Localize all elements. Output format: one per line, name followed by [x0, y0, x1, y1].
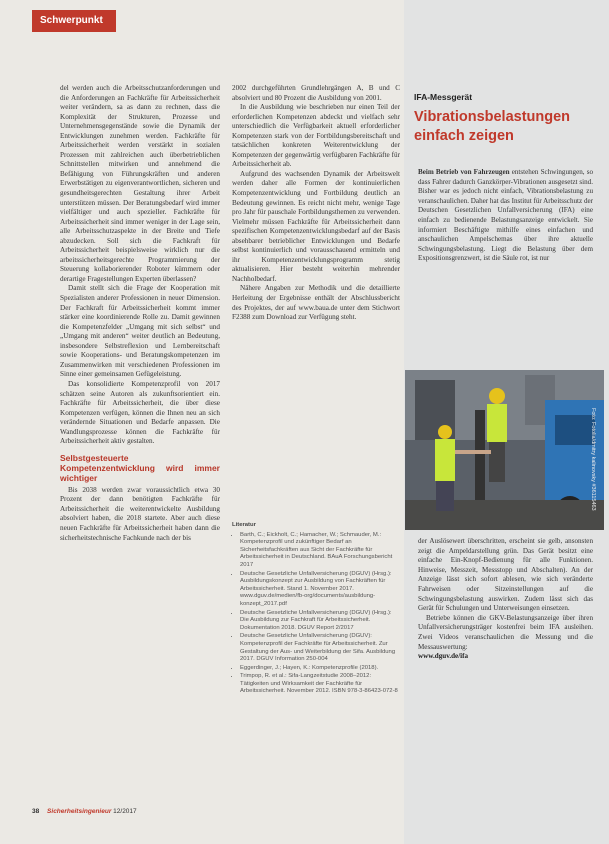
sidebar-text-top [418, 168, 593, 264]
subheading: Selbstgesteuerte Kompetenzentwicklung wird immer wichtiger [60, 452, 220, 483]
literature-item: • Barth, C.; Eickholt, C.; Hamacher, W.; Schmauder, M.: Kompetenzprofil und zukünftiger Bedarf an Sicherheitsfachkräften aus Sicht der Fachkräfte für Arbeitssicherheit in Deutschland. BAuA Forschungsbericht 2017 [240, 532, 400, 570]
paragraph: Das konsolidierte Kompetenzprofil von 2017 schätzen seine Autoren als zukunftsorientiert ein. Fachkräfte für Arbeitssicherheit, die über diese Kompetenzen verfügen, können die Ihnen neu an sich verändernde Situationen und Bedarfe anpassen. Die Wandlungsprozesse können die Fachkräfte für Arbeitssicherheit aktiv gestalten. [60, 379, 220, 446]
magazine-name: Sicherheitsingenieur [47, 808, 112, 815]
sidebar-paragraph: Betriebe können die GKV-Belastungsanzeige über ihren Unfallversicherungsträger kostenfrei beim IFA ausleihen. Zwei Videos veranschaulichen die Messung und die Messauswertung: [418, 613, 593, 651]
text-column-left [60, 84, 220, 543]
literature-item: • Deutsche Gesetzliche Unfallversicherung (DGUV) (Hrsg.): Die Ausbildung zur Fachkraft für Arbeitssicherheit. Dokumentation 2018. DGUV Report 2/2017 [240, 610, 400, 633]
sidebar-label: IFA-Messgerät [414, 92, 473, 102]
sidebar-lead: Beim Betrieb von Fahrzeugen [418, 168, 510, 176]
sidebar-paragraph: entstehen Schwingungen, so dass Fahrer dadurch Ganzkörper-Vibrationen ausgesetzt sind. Bisher war es jedoch nicht einfach, Vibrationsbelastung zu veranschaulichen. Daher hat das Institut für Arbeitsschutz der Deutschen Gesetzlichen Unfallversicherung (IFA) eine einfach zu bedienende Belastungsanzeige entwickelt. Sie informiert Beschäftigte mithilfe eines einfachen und anschaulichen Ampelschemas über ihre aktuelle Schwingungsbelastung. Liegt die Belastung über dem Expositionsgrenzwert, ist die Säule rot, ist nur [418, 168, 594, 263]
photo-credit: Foto: Fotolia/dmitry kalinovsky #36115463 [590, 408, 596, 511]
literature-item: • Deutsche Gesetzliche Unfallversicherung (DGUV) (Hrsg.): Ausbildungskonzept zur Ausbildung von Fachkräften für Arbeitssicherheit. Stand 1. November 2017. www.dguv.de/medien/fb-org/documents/ausbildung-konzept_2017.pdf [240, 571, 400, 609]
page-footer [32, 808, 137, 815]
paragraph: Aufgrund des wachsenden Dynamik der Arbeitswelt werden daher alle Formen der kontinuierlichen Kompetenzentwicklung und Fortbildung deutlich an Bedeutung gewinnen. Es reicht nicht mehr, wenige Tage pro Jahr für pauschale Fortbildungsthemen zu verwenden. Vielmehr müssen Fachkräfte für Arbeitssicherheit dann spezifischen Kompetenzentwicklungsbedarf auf der Basis absehbarer betrieblicher Entwicklungen und Bedarfe selbst kontinuierlich und vorausschauend ermitteln und ihr Kompetenzentwicklungsprogramm stetig aktualisieren. Hier besteht weiterhin mehrender Nachholbedarf. [232, 169, 400, 283]
literature-box [232, 522, 400, 697]
page-number: 38 [32, 808, 40, 815]
paragraph: del werden auch die Arbeitsschutzanforderungen und die Anforderungen an Fachkräfte für Arbeitssicherheit weiter verändern, sa as dann zu rechnen, dass die Komplexität der Strukturen, Prozesse und Unternehmensgegenstände sowie die Dynamik der Entwicklungen zunehmen werden. Fachkräfte für Arbeitssicherheit werden verstärkt in sozialen Prozessen mit zahlreichen auch überbetrieblichen Schnittstellen mitwirken und annehmend die Befähigung von Führungskräften und anderen Erwerbstätigen zu eigenverantwortlichen, sicheren und gesundheitsgerechten Gestaltung ihrer Arbeit unterstützen müssen. Der Beratungsbedarf wird immer vielfältiger und auch spezieller. Fachkräfte für Arbeitssicherheit sind immer weniger in der Lage sein, alle Arbeitsschutzaspekte in der Breite und Tiefe abzudecken. Soll sich die Fachkraft für Arbeitssicherheit beispielsweise wirklich nur die arbeitssicherheitsgerechte Programmierung der Steuerung kollaborierender Roboter kümmern oder derartige Fragestellungen Experten überlassen? [60, 84, 220, 283]
text-column-middle [232, 84, 400, 323]
issue-number: 12/2017 [113, 808, 137, 815]
paragraph: Damit stellt sich die Frage der Kooperation mit Spezialisten anderer Professionen in neuer Dimension. Der Fachkraft für Arbeitssicherheit kommt immer stärker eine koordinierende Rolle zu. Damit gewinnen die Kompetenzfelder „Umgang mit sich selbst“ und „Umgang mit anderen“ weiter deutlich an Bedeutung, insbesondere Selbstreflexion und Lernbereitschaft sowie Kooperations- und Beratungskompetenzen im Zusammenwirken mit verschiedenen Professionen im Sinne einer gemeinsamen Gefügeleistung. [60, 284, 220, 379]
section-tag: Schwerpunkt [32, 10, 116, 32]
paragraph: 2002 durchgeführten Grundlehrgängen A, B und C absolviert und 80 Prozent die Ausbildung von 2001. [232, 84, 400, 102]
photo-forklift-workers [405, 370, 604, 530]
sidebar-paragraph: der Auslösewert überschritten, erscheint sie gelb, ansonsten zeigt die Ampeldarstellung grün. Das Gerät besitzt eine einfache Ein-Knopf-Bedienung für alle Funktionen. Hinweise, Messzeit, Messstopp und Abschalten). An der Anzeige lässt sich sofort ablesen, wie sich veränderte Fahrweisen oder Sitzeinstellungen auf die Schwingungsbelastung auswirken. Zudem lässt sich das Gerät für Schulungen und Unterweisungen einsetzen. [418, 537, 593, 613]
paragraph: Bis 2038 werden zwar voraussichtlich etwa 30 Prozent der dann benötigten Fachkräfte für Arbeitssicherheit die weiterentwickelte Ausbildung absolviert haben, die 2018 startete. Aber auch diese neuen Fachkräfte für Arbeitssicherheit haben dann die sicherheitstechnische Fachkunde nach der bis [60, 485, 220, 542]
paragraph: Nähere Angaben zur Methodik und die detaillierte Herleitung der Ergebnisse enthält der Abschlussbericht des Projektes, der auf www.baua.de unter dem Stichwort F2388 zum Download zur Verfügung steht. [232, 284, 400, 322]
sidebar-text-bottom [418, 537, 593, 662]
literature-item: • Trimpop, R. et al.: Sifa-Langzeitstudie 2008–2012: Tätigkeiten und Wirksamkeit der Fachkräfte für Arbeitssicherheit. November 2012. ISBN 978-3-86423-072-8 [240, 673, 400, 696]
literature-item: • Eggerdinger, J.; Hayen, K.: Kompetenzprofile (2018). [240, 665, 400, 673]
sidebar-url[interactable]: www.dguv.de/ifa [418, 652, 469, 661]
literature-item: • Deutsche Gesetzliche Unfallversicherung (DGUV): Kompetenzprofil der Fachkräfte für Arbeitssicherheit. Zur Gestaltung der Aus- und Weiterbildung der Sifa. Ausbildung 2017. DGUV Information 250-004 [240, 633, 400, 663]
sidebar-title: Vibrationsbelastungen einfach zeigen [414, 109, 571, 144]
paragraph: In die Ausbildung wie beschrieben nur einen Teil der erforderlichen Kompetenzen abdeckt und vielfach sehr unterschiedlich die Verfügbarkeit aktuell erforderlicher Kompetenzen stark von der Fortbildungsbereitschaft und tatsächlichen konkreten Weiterentwicklung der Kompetenzen der gegenwärtig verfügbaren Fachkräfte für Arbeitssicherheit ab. [232, 103, 400, 169]
literature-heading: Literatur [232, 522, 256, 528]
